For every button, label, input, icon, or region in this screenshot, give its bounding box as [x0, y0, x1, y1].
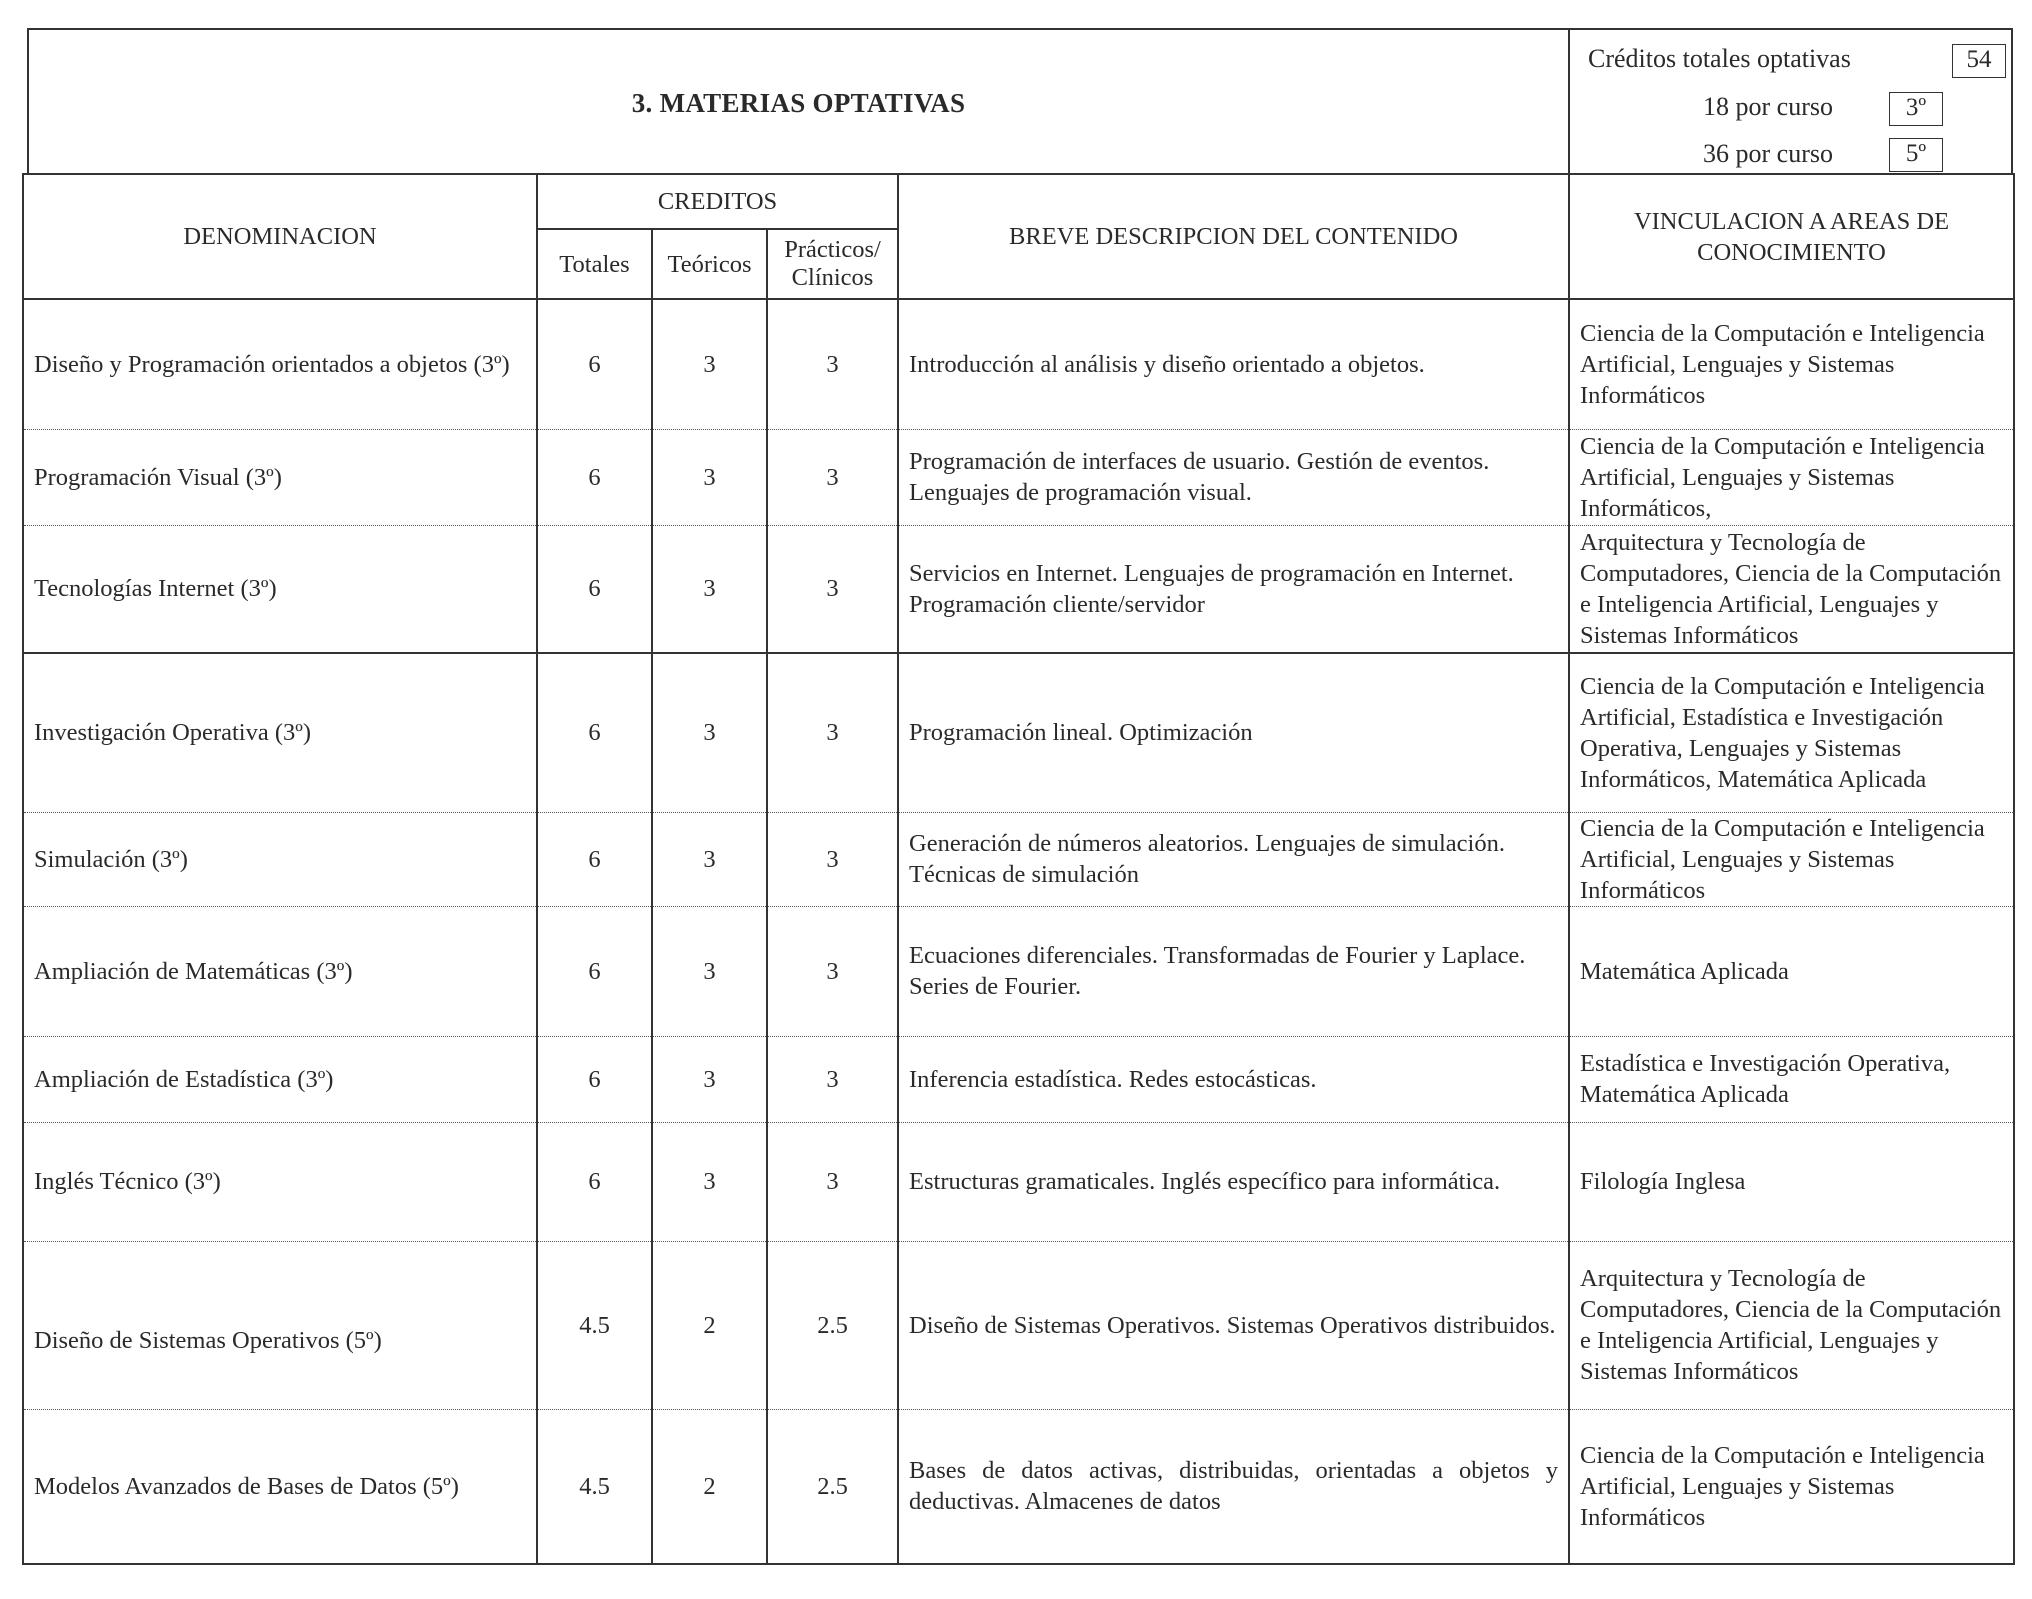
col-practicos-line1: Prácticos/ [784, 236, 881, 263]
content-description: Ecuaciones diferenciales. Transformadas de Fourier y Laplace. Series de Fourier. [898, 906, 1569, 1036]
subject-name: Investigación Operativa (3º) [23, 653, 537, 812]
table-row [23, 812, 2014, 906]
subject-name: Programación Visual (3º) [23, 429, 537, 525]
credits-practicos: 3 [767, 429, 898, 525]
per-course-label: 18 por curso [1703, 92, 1833, 121]
optional-subjects-table [22, 173, 2015, 1565]
credits-totales: 6 [537, 1122, 652, 1241]
credits-practicos: 3 [767, 653, 898, 812]
credits-practicos: 3 [767, 1122, 898, 1241]
col-vinculacion [1569, 174, 2014, 299]
credits-total-value: 54 [1952, 44, 2006, 78]
col-teoricos: Teóricos [652, 229, 767, 299]
col-practicos [767, 229, 898, 299]
col-vinculacion-line2: CONOCIMIENTO [1697, 238, 1886, 266]
subject-name: Ampliación de Matemáticas (3º) [23, 906, 537, 1036]
knowledge-areas: Arquitectura y Tecnología de Computadores, Ciencia de la Computación e Inteligencia Artificial, Lenguajes y Sistemas Informáticos [1569, 1241, 2014, 1409]
credits-teoricos: 2 [652, 1241, 767, 1409]
credits-totales: 6 [537, 653, 652, 812]
subject-name: Diseño de Sistemas Operativos (5º) [23, 1241, 537, 1409]
table-row [23, 1122, 2014, 1241]
section-header [27, 28, 2013, 175]
credits-totales: 6 [537, 1036, 652, 1122]
per-course-value: 5º [1889, 138, 1943, 172]
credits-practicos: 3 [767, 525, 898, 653]
knowledge-areas: Ciencia de la Computación e Inteligencia Artificial, Lenguajes y Sistemas Informáticos [1569, 812, 2014, 906]
table-row [23, 299, 2014, 429]
content-description: Programación de interfaces de usuario. Gestión de eventos. Lenguajes de programación visual. [898, 429, 1569, 525]
col-totales: Totales [537, 229, 652, 299]
subject-name: Tecnologías Internet (3º) [23, 525, 537, 653]
credits-practicos: 2.5 [767, 1409, 898, 1564]
credits-totales: 4.5 [537, 1409, 652, 1564]
table-row [23, 1241, 2014, 1409]
knowledge-areas: Ciencia de la Computación e Inteligencia Artificial, Lenguajes y Sistemas Informáticos [1569, 299, 2014, 429]
table-row [23, 1409, 2014, 1564]
credits-totales: 6 [537, 906, 652, 1036]
credits-totales: 6 [537, 299, 652, 429]
credits-teoricos: 3 [652, 525, 767, 653]
subject-name: Modelos Avanzados de Bases de Datos (5º) [23, 1409, 537, 1564]
knowledge-areas: Ciencia de la Computación e Inteligencia Artificial, Lenguajes y Sistemas Informáticos [1569, 1409, 2014, 1564]
per-course-value: 3º [1889, 92, 1943, 126]
subject-name: Inglés Técnico (3º) [23, 1122, 537, 1241]
credits-teoricos: 3 [652, 653, 767, 812]
content-description: Estructuras gramaticales. Inglés específico para informática. [898, 1122, 1569, 1241]
credits-totales: 6 [537, 812, 652, 906]
subject-name: Ampliación de Estadística (3º) [23, 1036, 537, 1122]
table-row [23, 653, 2014, 812]
col-descripcion: BREVE DESCRIPCION DEL CONTENIDO [898, 174, 1569, 299]
col-creditos: CREDITOS [537, 174, 898, 229]
credits-teoricos: 3 [652, 812, 767, 906]
credits-teoricos: 3 [652, 1122, 767, 1241]
table-row [23, 429, 2014, 525]
credits-teoricos: 3 [652, 1036, 767, 1122]
credits-totales: 4.5 [537, 1241, 652, 1409]
credits-teoricos: 3 [652, 299, 767, 429]
credits-practicos: 3 [767, 1036, 898, 1122]
content-description: Introducción al análisis y diseño orientado a objetos. [898, 299, 1569, 429]
subject-name: Simulación (3º) [23, 812, 537, 906]
content-description: Programación lineal. Optimización [898, 653, 1569, 812]
credits-summary [1570, 30, 2013, 177]
credits-totales: 6 [537, 525, 652, 653]
table-row [23, 525, 2014, 653]
knowledge-areas: Arquitectura y Tecnología de Computadores, Ciencia de la Computación e Inteligencia Artificial, Lenguajes y Sistemas Informáticos [1569, 525, 2014, 653]
knowledge-areas: Filología Inglesa [1569, 1122, 2014, 1241]
credits-practicos: 3 [767, 812, 898, 906]
col-denominacion: DENOMINACION [23, 174, 537, 299]
content-description: Diseño de Sistemas Operativos. Sistemas Operativos distribuidos. [898, 1241, 1569, 1409]
credits-teoricos: 3 [652, 906, 767, 1036]
knowledge-areas: Ciencia de la Computación e Inteligencia Artificial, Estadística e Investigación Operativa, Lenguajes y Sistemas Informáticos, Matemática Aplicada [1569, 653, 2014, 812]
col-practicos-line2: Clínicos [791, 264, 874, 291]
credits-practicos: 3 [767, 906, 898, 1036]
credits-teoricos: 3 [652, 429, 767, 525]
knowledge-areas: Ciencia de la Computación e Inteligencia Artificial, Lenguajes y Sistemas Informáticos, [1569, 429, 2014, 525]
knowledge-areas: Matemática Aplicada [1569, 906, 2014, 1036]
per-course-label: 36 por curso [1703, 139, 1833, 168]
table-row [23, 906, 2014, 1036]
credits-teoricos: 2 [652, 1409, 767, 1564]
knowledge-areas: Estadística e Investigación Operativa, Matemática Aplicada [1569, 1036, 2014, 1122]
col-vinculacion-line1: VINCULACION A AREAS DE [1633, 207, 1950, 235]
content-description: Generación de números aleatorios. Lenguajes de simulación. Técnicas de simulación [898, 812, 1569, 906]
content-description: Inferencia estadística. Redes estocásticas. [898, 1036, 1569, 1122]
content-description: Servicios en Internet. Lenguajes de programación en Internet. Programación cliente/servidor [898, 525, 1569, 653]
credits-practicos: 3 [767, 299, 898, 429]
content-description: Bases de datos activas, distribuidas, orientadas a objetos y deductivas. Almacenes de datos [898, 1409, 1569, 1564]
table-row [23, 1036, 2014, 1122]
credits-practicos: 2.5 [767, 1241, 898, 1409]
subject-name: Diseño y Programación orientados a objetos (3º) [23, 299, 537, 429]
section-title: 3. MATERIAS OPTATIVAS [29, 30, 1570, 177]
credits-total-label: Créditos totales optativas [1588, 44, 1851, 73]
credits-totales: 6 [537, 429, 652, 525]
